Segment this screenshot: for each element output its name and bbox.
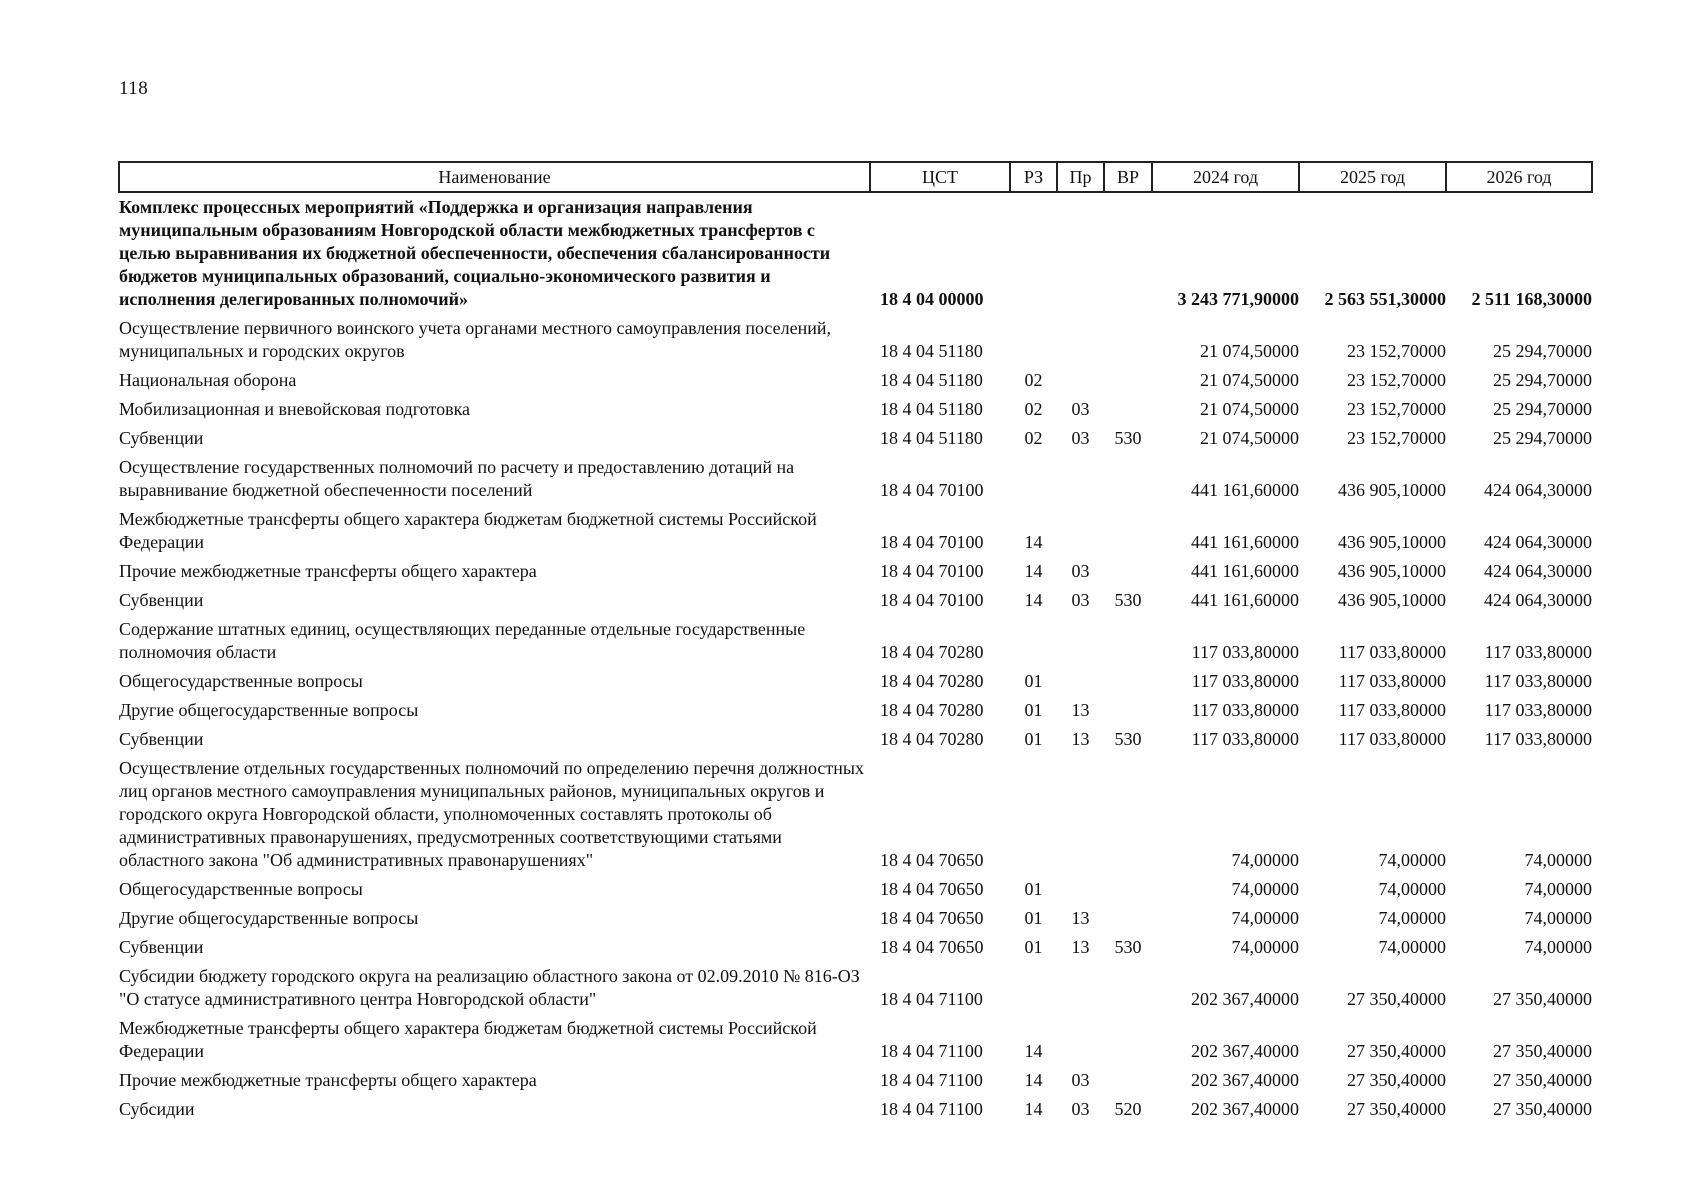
row-name: Субвенции [119, 590, 204, 610]
row-value-2026: 117 033,80000 [1484, 700, 1592, 720]
table-body [119, 192, 1592, 1124]
row-name: Осуществление первичного воинского учета органами местного самоуправления поселений, муниципальных и городских округов [119, 318, 832, 361]
row-cst: 18 4 04 71100 [880, 1099, 983, 1119]
header-vr: ВР [1104, 162, 1152, 192]
row-value-2024: 74,00000 [1231, 879, 1299, 899]
row-pr [1057, 754, 1104, 875]
row-pr: 03 [1071, 1070, 1090, 1090]
row-value-2026: 424 064,30000 [1484, 532, 1592, 552]
budget-table [118, 161, 1593, 1124]
row-value-2025: 27 350,40000 [1347, 1099, 1446, 1119]
table-row [119, 366, 1592, 395]
row-value-2026: 424 064,30000 [1484, 480, 1592, 500]
row-cst: 18 4 04 00000 [880, 289, 984, 309]
row-value-2024: 21 074,50000 [1200, 341, 1299, 361]
row-value-2026: 25 294,70000 [1493, 399, 1592, 419]
header-2025: 2025 год [1299, 162, 1446, 192]
row-cst: 18 4 04 70100 [880, 532, 984, 552]
row-vr [1104, 1014, 1152, 1066]
row-vr [1104, 696, 1152, 725]
row-value-2024: 21 074,50000 [1200, 399, 1299, 419]
row-vr [1104, 904, 1152, 933]
row-value-2024: 117 033,80000 [1191, 729, 1299, 749]
row-value-2024: 202 367,40000 [1191, 1041, 1299, 1061]
row-name: Межбюджетные трансферты общего характера бюджетам бюджетной системы Российской Федерации [119, 1018, 817, 1061]
row-value-2025: 23 152,70000 [1347, 428, 1446, 448]
row-value-2026: 27 350,40000 [1493, 989, 1592, 1009]
row-rz [1010, 962, 1057, 1014]
row-pr: 13 [1071, 729, 1090, 749]
row-value-2025: 27 350,40000 [1347, 989, 1446, 1009]
row-rz: 14 [1024, 532, 1043, 552]
row-rz: 14 [1024, 1070, 1043, 1090]
row-value-2024: 74,00000 [1231, 908, 1299, 928]
table-row [119, 754, 1592, 875]
table-row [119, 453, 1592, 505]
row-value-2026: 74,00000 [1524, 850, 1592, 870]
row-rz: 14 [1024, 590, 1043, 610]
row-rz [1010, 754, 1057, 875]
row-value-2026: 117 033,80000 [1484, 642, 1592, 662]
row-value-2025: 117 033,80000 [1338, 729, 1446, 749]
row-value-2024: 441 161,60000 [1191, 590, 1299, 610]
row-value-2026: 27 350,40000 [1493, 1099, 1592, 1119]
row-vr [1104, 615, 1152, 667]
row-value-2025: 117 033,80000 [1338, 671, 1446, 691]
row-vr: 520 [1114, 1099, 1142, 1119]
row-vr [1104, 875, 1152, 904]
row-value-2025: 23 152,70000 [1347, 399, 1446, 419]
row-value-2024: 202 367,40000 [1191, 1070, 1299, 1090]
row-name: Содержание штатных единиц, осуществляющих переданные отдельные государственные полномочия области [119, 619, 806, 662]
row-rz [1010, 192, 1057, 314]
table-row [119, 424, 1592, 453]
row-vr [1104, 314, 1152, 366]
table-row [119, 1095, 1592, 1124]
row-value-2026: 25 294,70000 [1493, 428, 1592, 448]
row-pr [1057, 314, 1104, 366]
row-pr: 03 [1071, 1099, 1090, 1119]
row-value-2024: 74,00000 [1231, 937, 1299, 957]
row-pr: 13 [1071, 937, 1090, 957]
table-row [119, 505, 1592, 557]
row-cst: 18 4 04 71100 [880, 989, 983, 1009]
row-cst: 18 4 04 70650 [880, 908, 984, 928]
row-value-2025: 27 350,40000 [1347, 1070, 1446, 1090]
row-value-2025: 117 033,80000 [1338, 642, 1446, 662]
row-vr [1104, 557, 1152, 586]
row-value-2024: 441 161,60000 [1191, 561, 1299, 581]
table-row [119, 557, 1592, 586]
row-rz: 01 [1024, 671, 1043, 691]
row-vr [1104, 366, 1152, 395]
row-cst: 18 4 04 70650 [880, 850, 984, 870]
row-vr [1104, 395, 1152, 424]
row-value-2024: 117 033,80000 [1191, 671, 1299, 691]
row-value-2026: 74,00000 [1524, 908, 1592, 928]
table-row [119, 875, 1592, 904]
row-rz [1010, 314, 1057, 366]
row-value-2026: 117 033,80000 [1484, 671, 1592, 691]
row-rz: 01 [1024, 729, 1043, 749]
row-pr [1057, 366, 1104, 395]
row-cst: 18 4 04 71100 [880, 1041, 983, 1061]
header-pr: Пр [1057, 162, 1104, 192]
row-cst: 18 4 04 51180 [880, 370, 983, 390]
row-value-2024: 3 243 771,90000 [1177, 289, 1299, 309]
row-pr [1057, 667, 1104, 696]
row-name: Субвенции [119, 937, 204, 957]
row-name: Общегосударственные вопросы [119, 879, 363, 899]
table-row [119, 725, 1592, 754]
row-value-2025: 74,00000 [1378, 937, 1446, 957]
row-rz: 02 [1024, 428, 1043, 448]
row-rz: 14 [1024, 1099, 1043, 1119]
row-value-2026: 424 064,30000 [1484, 561, 1592, 581]
row-value-2025: 2 563 551,30000 [1324, 289, 1446, 309]
row-cst: 18 4 04 70650 [880, 879, 984, 899]
row-vr [1104, 453, 1152, 505]
row-pr: 03 [1071, 561, 1090, 581]
row-value-2024: 21 074,50000 [1200, 370, 1299, 390]
row-value-2024: 441 161,60000 [1191, 480, 1299, 500]
table-row [119, 667, 1592, 696]
row-name: Комплекс процессных мероприятий «Поддержка и организация направления муниципальным образованиям Новгородской области межбюджетных трансфертов с целью выравнивания их бюджетной обеспеченности, обеспечения сбалансированности бюджетов муниципальных образований, социально-экономического развития и исполнения делегированных полномочий» [119, 197, 831, 309]
row-name: Национальная оборона [119, 370, 297, 390]
row-rz: 01 [1024, 879, 1043, 899]
row-vr [1104, 754, 1152, 875]
row-value-2026: 27 350,40000 [1493, 1041, 1592, 1061]
row-cst: 18 4 04 70280 [880, 642, 984, 662]
header-cst: ЦСТ [870, 162, 1010, 192]
row-rz: 14 [1024, 561, 1043, 581]
row-value-2025: 74,00000 [1378, 850, 1446, 870]
row-pr: 03 [1071, 399, 1090, 419]
row-value-2026: 74,00000 [1524, 937, 1592, 957]
row-rz: 01 [1024, 937, 1043, 957]
row-name: Прочие межбюджетные трансферты общего характера [119, 561, 537, 581]
header-2026: 2026 год [1446, 162, 1592, 192]
row-vr [1104, 505, 1152, 557]
row-cst: 18 4 04 70280 [880, 700, 984, 720]
row-rz: 02 [1024, 399, 1043, 419]
row-name: Другие общегосударственные вопросы [119, 700, 419, 720]
table-row [119, 314, 1592, 366]
row-cst: 18 4 04 70280 [880, 671, 984, 691]
row-cst: 18 4 04 70100 [880, 561, 984, 581]
row-cst: 18 4 04 71100 [880, 1070, 983, 1090]
header-rz: РЗ [1010, 162, 1057, 192]
row-vr: 530 [1114, 590, 1142, 610]
row-cst: 18 4 04 70100 [880, 590, 984, 610]
row-vr [1104, 1066, 1152, 1095]
row-value-2025: 74,00000 [1378, 879, 1446, 899]
row-name: Субвенции [119, 428, 204, 448]
table-row [119, 962, 1592, 1014]
row-pr: 03 [1071, 428, 1090, 448]
row-pr [1057, 192, 1104, 314]
row-pr [1057, 453, 1104, 505]
header-name: Наименование [119, 162, 870, 192]
page-number: 118 [119, 78, 149, 99]
row-name: Субвенции [119, 729, 204, 749]
row-vr [1104, 192, 1152, 314]
row-cst: 18 4 04 51180 [880, 428, 983, 448]
row-value-2024: 117 033,80000 [1191, 700, 1299, 720]
row-name: Субсидии [119, 1099, 195, 1119]
row-name: Субсидии бюджету городского округа на реализацию областного закона от 02.09.2010 № 816-ОЗ "О статусе административного центра Новгородской области" [119, 966, 860, 1009]
row-pr: 13 [1071, 700, 1090, 720]
row-value-2025: 23 152,70000 [1347, 341, 1446, 361]
table-row [119, 1014, 1592, 1066]
row-value-2024: 202 367,40000 [1191, 1099, 1299, 1119]
row-rz: 01 [1024, 908, 1043, 928]
row-vr: 530 [1114, 729, 1142, 749]
row-pr: 03 [1071, 590, 1090, 610]
row-vr: 530 [1114, 937, 1142, 957]
row-vr [1104, 962, 1152, 1014]
row-name: Прочие межбюджетные трансферты общего характера [119, 1070, 537, 1090]
row-value-2024: 441 161,60000 [1191, 532, 1299, 552]
table-row [119, 933, 1592, 962]
row-pr [1057, 962, 1104, 1014]
row-name: Осуществление отдельных государственных полномочий по определению перечня должностных лиц органов местного самоуправления муниципальных районов, муниципальных округов и городского округа Новгородской области, уполномоченных составлять протоколы об административных правонарушениях, предусмотренных соответствующими статьями областного закона "Об административных правонарушениях" [119, 758, 864, 870]
row-value-2025: 27 350,40000 [1347, 1041, 1446, 1061]
row-value-2025: 436 905,10000 [1338, 561, 1446, 581]
row-value-2025: 436 905,10000 [1338, 480, 1446, 500]
row-value-2026: 27 350,40000 [1493, 1070, 1592, 1090]
row-pr [1057, 505, 1104, 557]
row-name: Межбюджетные трансферты общего характера бюджетам бюджетной системы Российской Федерации [119, 509, 817, 552]
row-name: Общегосударственные вопросы [119, 671, 363, 691]
row-value-2024: 202 367,40000 [1191, 989, 1299, 1009]
table-row [119, 615, 1592, 667]
table-header [119, 162, 1592, 192]
row-name: Другие общегосударственные вопросы [119, 908, 419, 928]
row-rz: 01 [1024, 700, 1043, 720]
row-value-2026: 25 294,70000 [1493, 341, 1592, 361]
row-value-2026: 117 033,80000 [1484, 729, 1592, 749]
row-cst: 18 4 04 51180 [880, 399, 983, 419]
table-row [119, 1066, 1592, 1095]
row-vr [1104, 667, 1152, 696]
row-rz: 14 [1024, 1041, 1043, 1061]
row-value-2026: 424 064,30000 [1484, 590, 1592, 610]
table-row [119, 586, 1592, 615]
row-pr [1057, 615, 1104, 667]
row-value-2026: 74,00000 [1524, 879, 1592, 899]
row-name: Осуществление государственных полномочий по расчету и предоставлению дотаций на выравнивание бюджетной обеспеченности поселений [119, 457, 795, 500]
table-row [119, 696, 1592, 725]
row-pr: 13 [1071, 908, 1090, 928]
row-pr [1057, 1014, 1104, 1066]
table-row [119, 395, 1592, 424]
row-value-2024: 117 033,80000 [1191, 642, 1299, 662]
header-2024: 2024 год [1152, 162, 1299, 192]
row-value-2025: 436 905,10000 [1338, 532, 1446, 552]
row-cst: 18 4 04 70280 [880, 729, 984, 749]
row-value-2025: 23 152,70000 [1347, 370, 1446, 390]
row-cst: 18 4 04 70650 [880, 937, 984, 957]
row-value-2025: 117 033,80000 [1338, 700, 1446, 720]
row-value-2025: 74,00000 [1378, 908, 1446, 928]
row-value-2026: 25 294,70000 [1493, 370, 1592, 390]
row-vr: 530 [1114, 428, 1142, 448]
row-name: Мобилизационная и вневойсковая подготовка [119, 399, 471, 419]
row-pr [1057, 875, 1104, 904]
row-rz [1010, 453, 1057, 505]
row-value-2026: 2 511 168,30000 [1471, 289, 1592, 309]
row-rz: 02 [1024, 370, 1043, 390]
row-cst: 18 4 04 70100 [880, 480, 984, 500]
table-row [119, 192, 1592, 314]
row-rz [1010, 615, 1057, 667]
row-value-2025: 436 905,10000 [1338, 590, 1446, 610]
table-row [119, 904, 1592, 933]
row-value-2024: 74,00000 [1231, 850, 1299, 870]
row-cst: 18 4 04 51180 [880, 341, 983, 361]
row-value-2024: 21 074,50000 [1200, 428, 1299, 448]
